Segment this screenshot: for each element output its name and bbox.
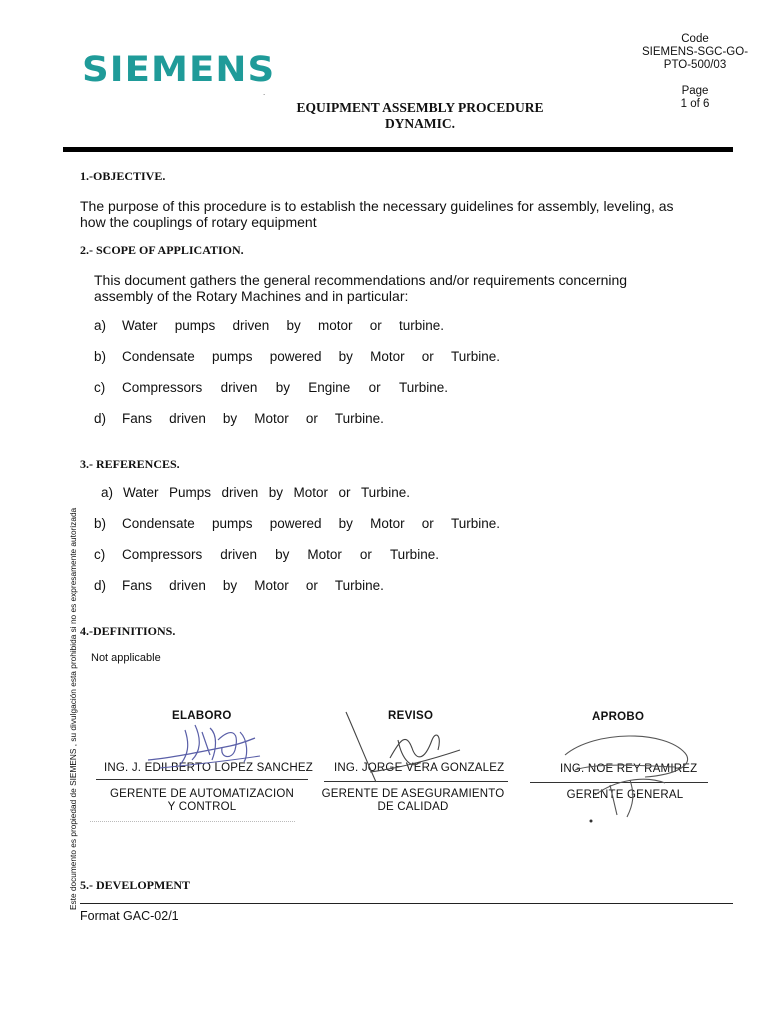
references-heading: 3.- REFERENCES. bbox=[80, 457, 180, 471]
item-text bbox=[122, 318, 444, 333]
item-word: by bbox=[275, 380, 290, 395]
item-word: Fans bbox=[122, 411, 153, 426]
sig-role-elaboro: ELABORO bbox=[172, 710, 232, 722]
item-word: Condensate bbox=[122, 516, 195, 531]
item-word: Pumps bbox=[168, 485, 212, 500]
scope-intro bbox=[94, 272, 627, 304]
scope-item-c bbox=[94, 380, 448, 395]
item-word: Turbine. bbox=[360, 485, 410, 500]
item-word: driven bbox=[221, 485, 259, 500]
reference-item-c bbox=[94, 547, 439, 562]
item-word: Turbine. bbox=[334, 411, 384, 426]
item-word: driven bbox=[232, 318, 270, 333]
item-word: by bbox=[286, 318, 301, 333]
footer-divider bbox=[80, 903, 733, 904]
item-word: or bbox=[421, 516, 434, 531]
item-word: or bbox=[305, 578, 318, 593]
item-word: driven bbox=[169, 578, 206, 593]
signature-elaboro-scribble bbox=[140, 710, 270, 780]
sig-name-reviso: ING. JORGE VERA GONZALEZ bbox=[334, 762, 505, 774]
code-value-line-2: PTO-500/03 bbox=[663, 59, 727, 71]
item-word: by bbox=[338, 349, 353, 364]
item-word: Motor bbox=[307, 547, 342, 562]
item-word: or bbox=[369, 318, 382, 333]
page-value: 1 of 6 bbox=[680, 98, 710, 110]
item-word: by bbox=[275, 547, 290, 562]
objective-heading: 1.-OBJECTIVE. bbox=[80, 169, 166, 183]
item-word: turbine. bbox=[398, 318, 444, 333]
item-label: a) bbox=[101, 485, 114, 500]
code-block bbox=[636, 33, 754, 72]
code-value-line-1: SIEMENS-SGC-GO- bbox=[641, 46, 749, 58]
sig-role-reviso: REVISO bbox=[388, 710, 434, 722]
item-word: Turbine. bbox=[398, 380, 448, 395]
item-word: Motor bbox=[370, 516, 405, 531]
item-word: or bbox=[421, 349, 434, 364]
item-word: Condensate bbox=[122, 349, 195, 364]
sig-title-line-1: GERENTE DE AUTOMATIZACION bbox=[109, 788, 295, 800]
item-word: by bbox=[268, 485, 283, 500]
item-label: d) bbox=[94, 578, 107, 593]
scope-item-d bbox=[94, 411, 384, 426]
sig-title-line-2: Y CONTROL bbox=[167, 801, 237, 813]
item-word: Fans bbox=[122, 578, 153, 593]
item-label: d) bbox=[94, 411, 107, 426]
item-word: or bbox=[338, 485, 351, 500]
sig-role-aprobo: APROBO bbox=[592, 711, 645, 723]
item-word: powered bbox=[269, 516, 322, 531]
item-word: powered bbox=[269, 349, 322, 364]
item-word: driven bbox=[220, 547, 258, 562]
item-text bbox=[122, 411, 384, 426]
sig-name-elaboro: ING. J. EDILBERTO LOPEZ SANCHEZ bbox=[104, 762, 313, 774]
item-text bbox=[123, 485, 410, 500]
item-word: Engine bbox=[308, 380, 351, 395]
item-word: or bbox=[305, 411, 318, 426]
item-word: Compressors bbox=[122, 380, 203, 395]
item-word: driven bbox=[220, 380, 258, 395]
scope-item-a bbox=[94, 318, 444, 333]
item-text bbox=[122, 349, 500, 364]
page-label: Page bbox=[681, 85, 709, 97]
item-label: c) bbox=[94, 380, 106, 395]
scope-intro-line-2: assembly of the Rotary Machines and in particular: bbox=[94, 288, 409, 304]
item-label: b) bbox=[94, 349, 107, 364]
item-word: by bbox=[222, 578, 238, 593]
item-label: a) bbox=[94, 318, 107, 333]
format-code: Format GAC-02/1 bbox=[80, 909, 179, 923]
signature-aprobo-scribble bbox=[555, 725, 705, 825]
item-word: motor bbox=[317, 318, 353, 333]
scope-intro-line-1: This document gathers the general recommendations and/or requirements concerning bbox=[94, 272, 628, 288]
sig-title-elaboro bbox=[96, 788, 308, 814]
scope-item-b bbox=[94, 349, 500, 364]
item-word: or bbox=[368, 380, 381, 395]
document-title bbox=[250, 100, 590, 132]
siemens-logo: SIEMENS bbox=[82, 50, 276, 90]
objective-line-2: how the couplings of rotary equipment bbox=[80, 214, 317, 230]
item-word: Turbine. bbox=[450, 516, 500, 531]
item-word: by bbox=[338, 516, 353, 531]
reference-item-b bbox=[94, 516, 500, 531]
item-word: Water bbox=[123, 485, 159, 500]
sig-dotted-line bbox=[90, 821, 295, 822]
item-word: Turbine. bbox=[450, 349, 500, 364]
item-word: Motor bbox=[254, 411, 289, 426]
definitions-text: Not applicable bbox=[91, 652, 161, 664]
item-word: driven bbox=[169, 411, 206, 426]
item-word: Water bbox=[122, 318, 158, 333]
item-word: Turbine. bbox=[389, 547, 439, 562]
item-text bbox=[122, 380, 448, 395]
sig-title-line-1: GERENTE GENERAL bbox=[566, 789, 684, 801]
title-line-2: DYNAMIC. bbox=[384, 116, 456, 131]
item-text bbox=[122, 578, 384, 593]
item-word: Motor bbox=[293, 485, 328, 500]
item-word: pumps bbox=[174, 318, 216, 333]
item-text bbox=[122, 516, 500, 531]
item-label: b) bbox=[94, 516, 107, 531]
sig-name-aprobo: ING. NOE REY RAMIREZ bbox=[560, 763, 698, 775]
reference-item-d bbox=[94, 578, 384, 593]
item-label: c) bbox=[94, 547, 106, 562]
item-word: Motor bbox=[254, 578, 289, 593]
item-word: Motor bbox=[370, 349, 405, 364]
title-line-1: EQUIPMENT ASSEMBLY PROCEDURE bbox=[296, 100, 544, 115]
code-label: Code bbox=[681, 33, 709, 45]
objective-line-1: The purpose of this procedure is to establish the necessary guidelines for assembly, leveling, as bbox=[80, 198, 674, 214]
development-heading: 5.- DEVELOPMENT bbox=[80, 878, 191, 892]
item-word: by bbox=[222, 411, 238, 426]
definitions-heading: 4.-DEFINITIONS. bbox=[80, 624, 176, 638]
sig-title-line-1: GERENTE DE ASEGURAMIENTO bbox=[321, 788, 505, 800]
item-word: pumps bbox=[211, 349, 253, 364]
item-text bbox=[122, 547, 439, 562]
sig-title-reviso bbox=[318, 788, 508, 814]
scope-heading: 2.- SCOPE OF APPLICATION. bbox=[80, 243, 244, 257]
item-word: or bbox=[359, 547, 372, 562]
decorative-dot: . bbox=[263, 88, 266, 97]
reference-item-a bbox=[101, 485, 410, 500]
page-block bbox=[636, 85, 754, 111]
sig-title-line-2: DE CALIDAD bbox=[377, 801, 449, 813]
signature-reviso-scribble bbox=[340, 710, 470, 785]
confidentiality-note: Este documento es propiedad de SIEMENS , su divulgación esta prohibida si no es expresamente autorizada bbox=[68, 507, 78, 910]
item-word: Turbine. bbox=[334, 578, 384, 593]
item-word: pumps bbox=[211, 516, 253, 531]
header-divider bbox=[63, 147, 733, 152]
objective-text bbox=[80, 198, 674, 230]
item-word: Compressors bbox=[122, 547, 203, 562]
